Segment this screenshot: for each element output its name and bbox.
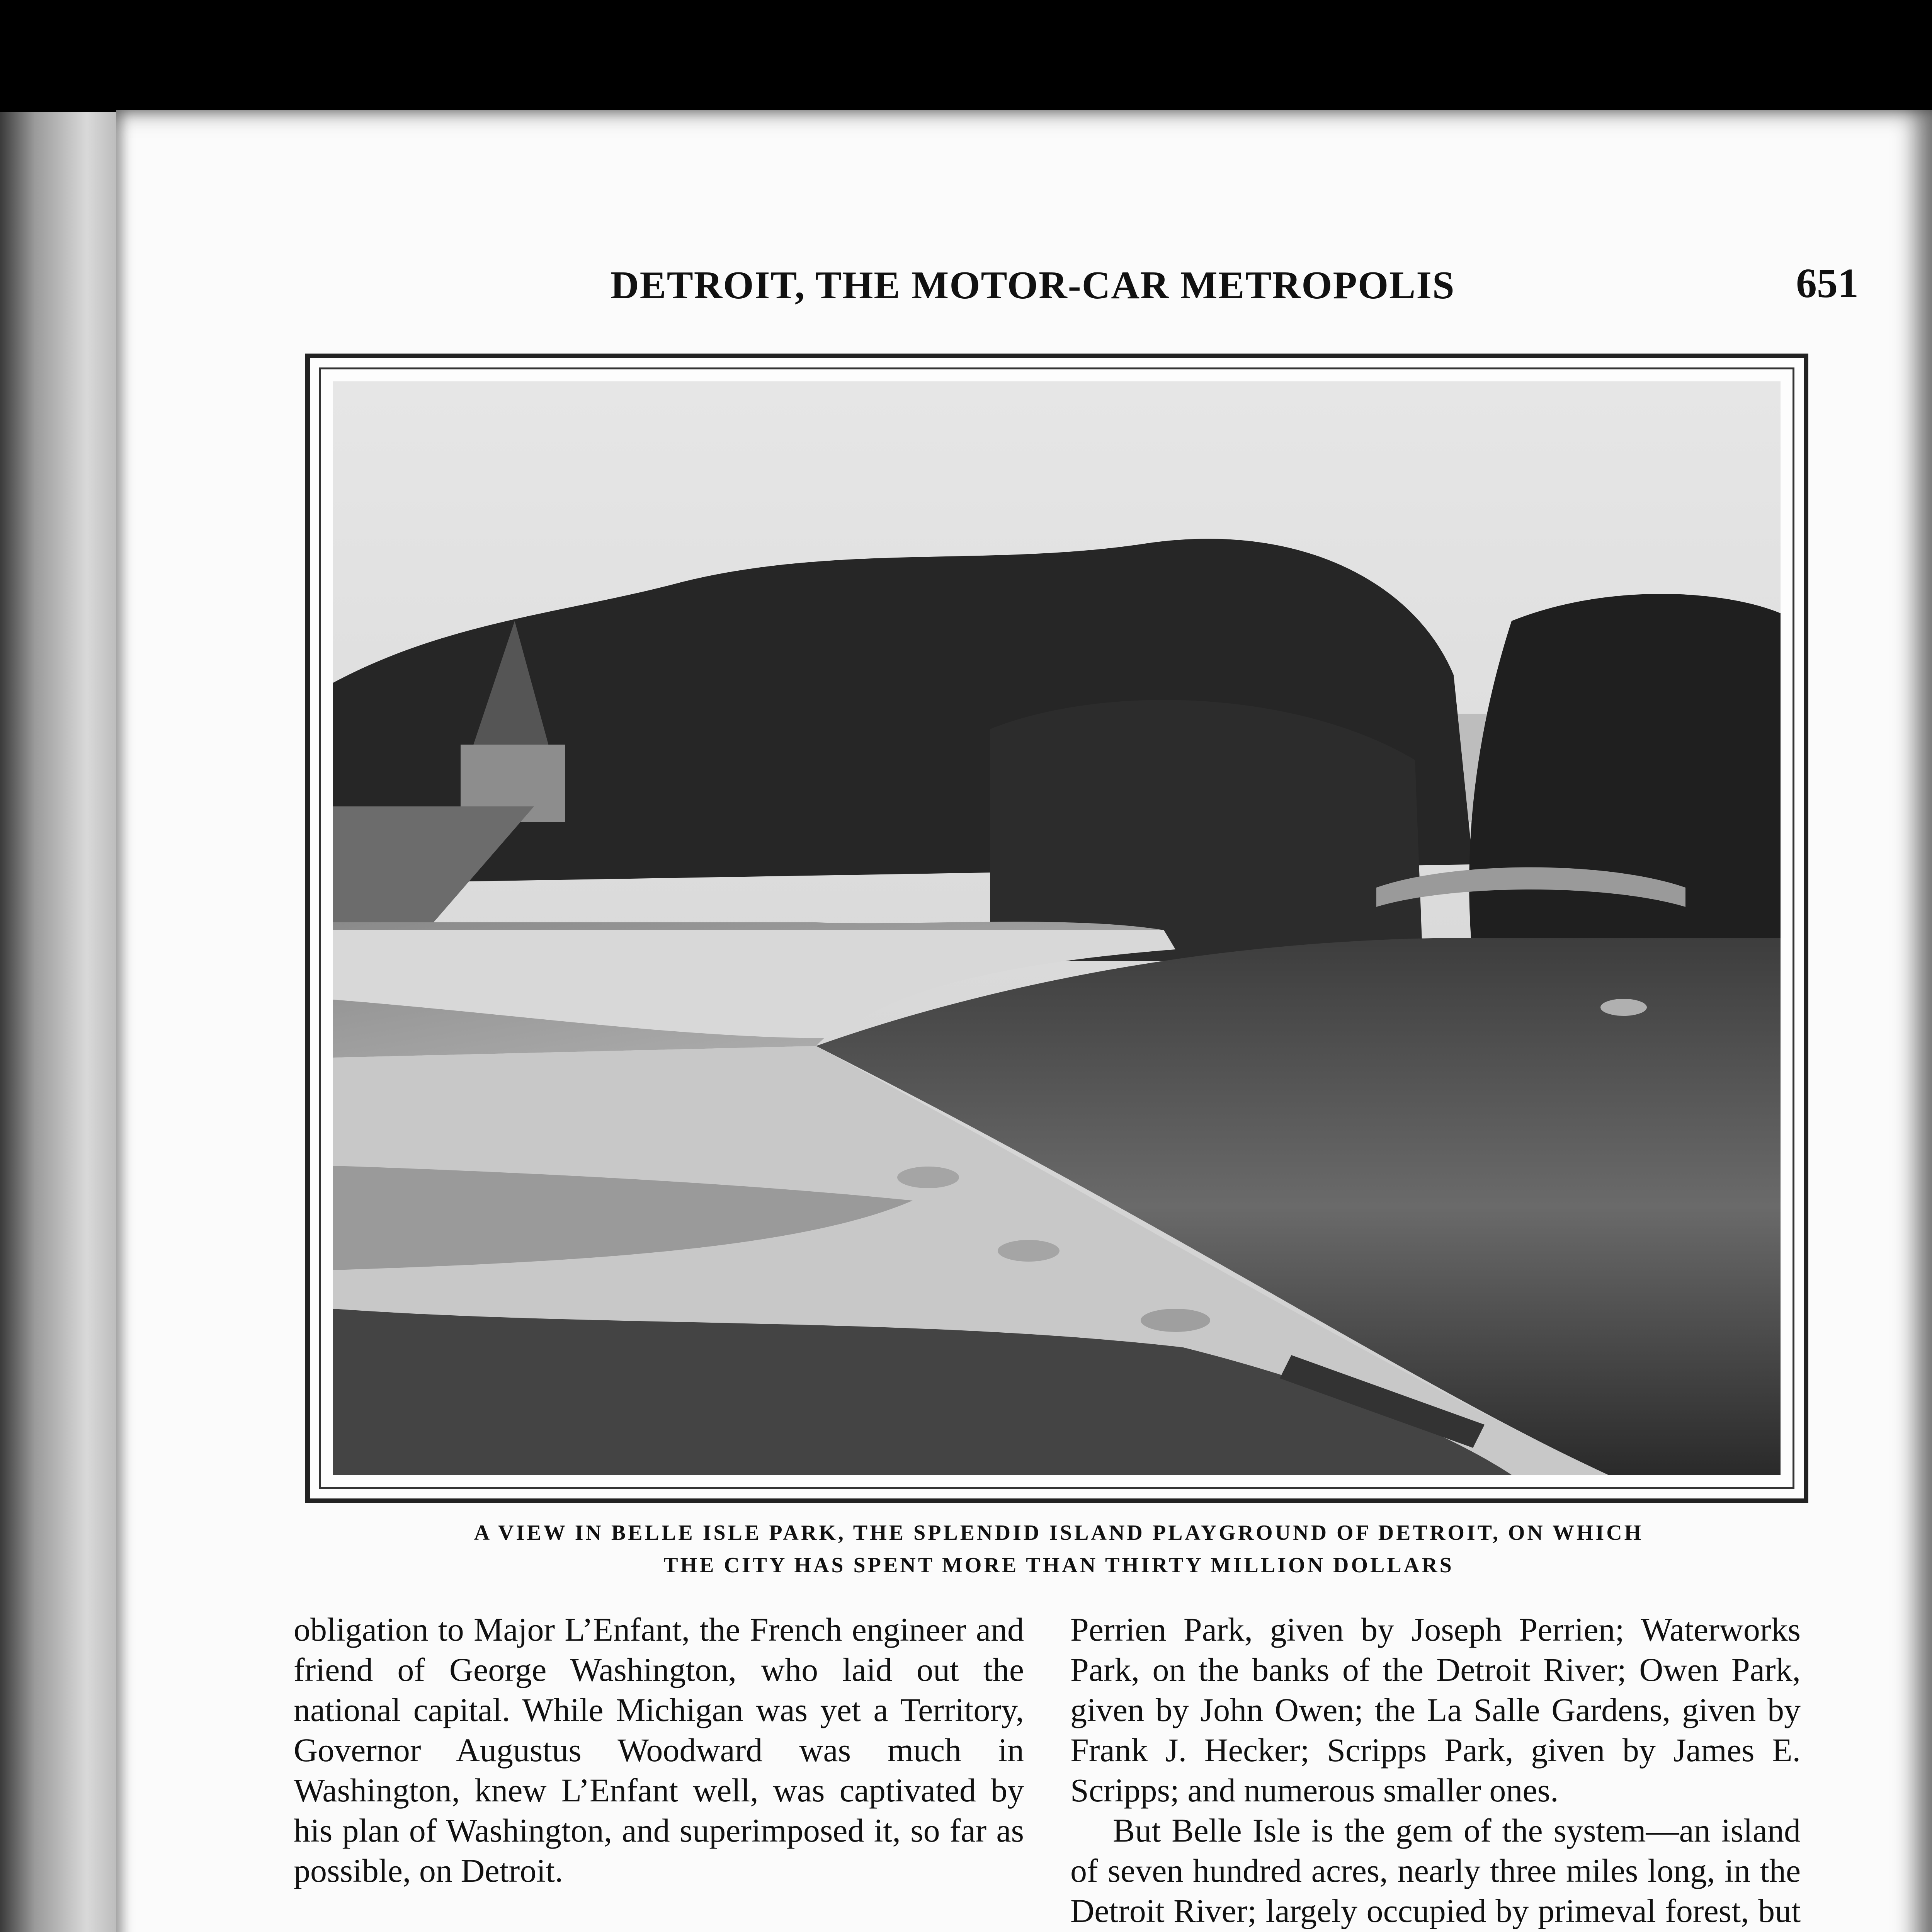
belle-isle-park-photo <box>333 381 1781 1475</box>
caption-line-1: A VIEW IN BELLE ISLE PARK, THE SPLENDID ISLAND PLAYGROUND OF DETROIT, ON WHICH <box>474 1521 1644 1545</box>
right-paragraph-2: But Belle Isle is the gem of the system—an island of seven hundred acres, nearly three miles long, in the Detroit River; largely occupied by primeval forest, but <box>1070 1812 1801 1929</box>
left-column <box>294 1609 1024 1932</box>
right-column <box>1070 1609 1801 1932</box>
left-paragraph-1: obligation to Major L’Enfant, the French engineer and friend of George Washington, who laid out the national capital. While Michigan was yet a Territory, Governor Augustus Woodward was much in Washington, knew L’Enfant well, was captivated by his plan of Washington, and superimposed it, so far as possible, on Detroit. <box>294 1611 1024 1889</box>
right-paragraph-1: Perrien Park, given by Joseph Perrien; Waterworks Park, on the banks of the Detroit River; Owen Park, given by John Owen; the La Salle Gardens, given by Frank J. Hecker; Scripps Park, given by James E. Scripps; and numerous smaller ones. <box>1070 1611 1801 1809</box>
photo-plate <box>305 354 1808 1503</box>
running-head: DETROIT, THE MOTOR-CAR METROPOLIS <box>611 264 1455 307</box>
caption-line-2: THE CITY HAS SPENT MORE THAN THIRTY MILLION DOLLARS <box>663 1553 1454 1577</box>
photo-caption <box>309 1517 1808 1582</box>
adjacent-page-edge <box>0 112 116 1932</box>
page-number: 651 <box>1796 260 1859 306</box>
